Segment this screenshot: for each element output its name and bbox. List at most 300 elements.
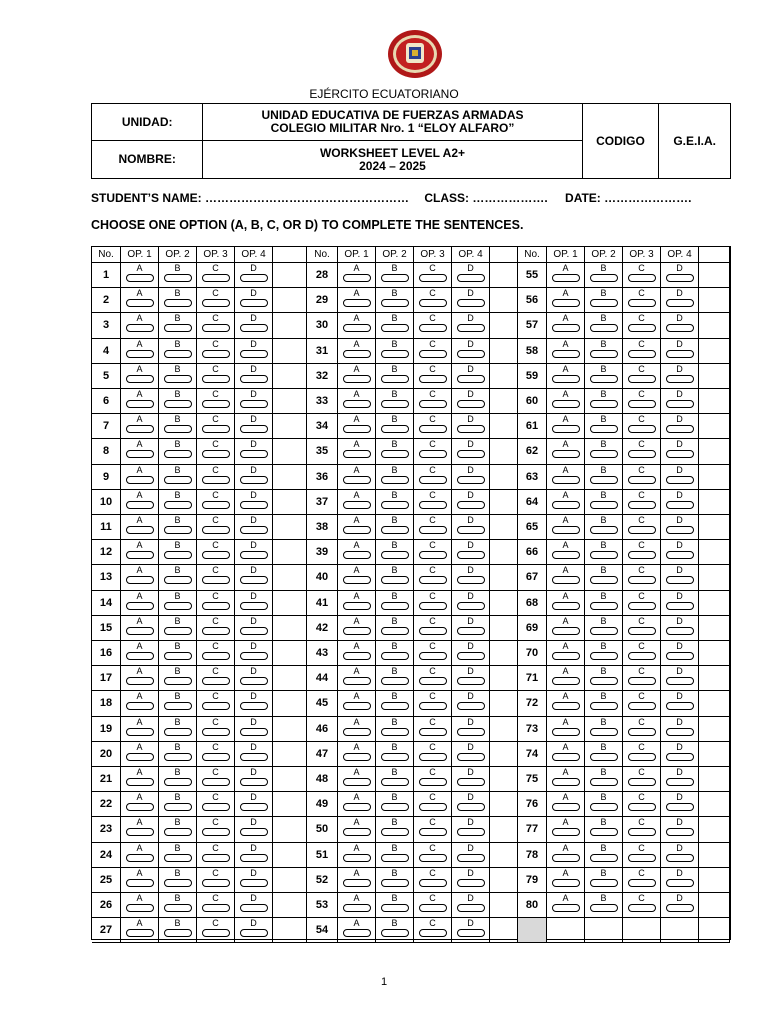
answer-option-cell[interactable] [159,313,197,338]
answer-option-cell[interactable] [414,540,452,565]
answer-bubble[interactable] [126,702,154,710]
answer-bubble[interactable] [590,400,618,408]
answer-option-cell[interactable] [585,717,623,742]
answer-option-cell[interactable] [585,465,623,490]
answer-option-cell[interactable] [235,666,273,691]
answer-bubble[interactable] [343,501,371,509]
answer-bubble[interactable] [202,627,230,635]
answer-bubble[interactable] [202,753,230,761]
answer-option-cell[interactable] [414,515,452,540]
answer-bubble[interactable] [666,299,694,307]
answer-bubble[interactable] [164,652,192,660]
answer-bubble[interactable] [552,879,580,887]
answer-bubble[interactable] [666,753,694,761]
answer-bubble[interactable] [590,375,618,383]
answer-bubble[interactable] [628,904,656,912]
answer-option-cell[interactable] [623,843,661,868]
answer-option-cell[interactable] [121,918,159,943]
answer-option-cell[interactable] [585,868,623,893]
answer-bubble[interactable] [590,854,618,862]
answer-option-cell[interactable] [338,565,376,590]
answer-bubble[interactable] [457,400,485,408]
answer-bubble[interactable] [202,501,230,509]
answer-option-cell[interactable] [338,439,376,464]
answer-option-cell[interactable] [338,843,376,868]
answer-option-cell[interactable] [197,641,235,666]
answer-option-cell[interactable] [338,540,376,565]
answer-option-cell[interactable] [585,263,623,288]
answer-bubble[interactable] [126,652,154,660]
answer-bubble[interactable] [381,476,409,484]
answer-bubble[interactable] [590,551,618,559]
answer-option-cell[interactable] [197,843,235,868]
answer-option-cell[interactable] [376,515,414,540]
answer-option-cell[interactable] [452,717,490,742]
answer-option-cell[interactable] [547,313,585,338]
answer-bubble[interactable] [381,274,409,282]
answer-option-cell[interactable] [623,616,661,641]
answer-option-cell[interactable] [414,616,452,641]
answer-bubble[interactable] [552,350,580,358]
answer-option-cell[interactable] [585,843,623,868]
answer-option-cell[interactable] [197,364,235,389]
answer-bubble[interactable] [240,677,268,685]
answer-bubble[interactable] [628,425,656,433]
answer-option-cell[interactable] [235,263,273,288]
answer-option-cell[interactable] [338,893,376,918]
answer-option-cell[interactable] [414,767,452,792]
answer-option-cell[interactable] [623,414,661,439]
answer-bubble[interactable] [590,450,618,458]
answer-bubble[interactable] [419,476,447,484]
answer-bubble[interactable] [164,526,192,534]
answer-bubble[interactable] [202,476,230,484]
answer-bubble[interactable] [381,299,409,307]
answer-option-cell[interactable] [547,414,585,439]
answer-option-cell[interactable] [121,490,159,515]
answer-bubble[interactable] [552,677,580,685]
answer-bubble[interactable] [343,350,371,358]
answer-option-cell[interactable] [376,414,414,439]
answer-bubble[interactable] [202,375,230,383]
answer-option-cell[interactable] [661,288,699,313]
answer-option-cell[interactable] [159,843,197,868]
answer-bubble[interactable] [590,728,618,736]
answer-option-cell[interactable] [623,817,661,842]
answer-option-cell[interactable] [159,389,197,414]
answer-bubble[interactable] [126,375,154,383]
answer-option-cell[interactable] [414,389,452,414]
answer-bubble[interactable] [126,627,154,635]
answer-bubble[interactable] [381,450,409,458]
answer-option-cell[interactable] [661,691,699,716]
answer-bubble[interactable] [202,728,230,736]
answer-bubble[interactable] [343,854,371,862]
answer-bubble[interactable] [590,702,618,710]
answer-bubble[interactable] [552,299,580,307]
answer-bubble[interactable] [164,929,192,937]
answer-bubble[interactable] [628,501,656,509]
answer-bubble[interactable] [552,450,580,458]
answer-option-cell[interactable] [661,817,699,842]
answer-bubble[interactable] [240,753,268,761]
answer-bubble[interactable] [628,274,656,282]
answer-bubble[interactable] [457,350,485,358]
answer-bubble[interactable] [343,274,371,282]
answer-bubble[interactable] [457,677,485,685]
answer-bubble[interactable] [343,551,371,559]
answer-bubble[interactable] [457,425,485,433]
answer-option-cell[interactable] [414,263,452,288]
answer-option-cell[interactable] [338,868,376,893]
answer-bubble[interactable] [552,828,580,836]
answer-option-cell[interactable] [197,742,235,767]
answer-bubble[interactable] [126,854,154,862]
answer-bubble[interactable] [381,728,409,736]
answer-option-cell[interactable] [414,717,452,742]
answer-bubble[interactable] [381,854,409,862]
answer-option-cell[interactable] [547,717,585,742]
answer-bubble[interactable] [202,778,230,786]
answer-option-cell[interactable] [623,691,661,716]
answer-option-cell[interactable] [121,843,159,868]
answer-bubble[interactable] [343,828,371,836]
answer-bubble[interactable] [552,854,580,862]
answer-bubble[interactable] [164,702,192,710]
answer-option-cell[interactable] [623,465,661,490]
answer-bubble[interactable] [590,476,618,484]
answer-option-cell[interactable] [121,288,159,313]
answer-bubble[interactable] [381,828,409,836]
answer-bubble[interactable] [202,551,230,559]
answer-bubble[interactable] [240,375,268,383]
answer-bubble[interactable] [628,728,656,736]
answer-bubble[interactable] [126,501,154,509]
answer-bubble[interactable] [381,778,409,786]
answer-bubble[interactable] [666,602,694,610]
answer-bubble[interactable] [419,778,447,786]
answer-bubble[interactable] [419,450,447,458]
answer-bubble[interactable] [666,652,694,660]
answer-option-cell[interactable] [547,767,585,792]
answer-option-cell[interactable] [661,893,699,918]
answer-option-cell[interactable] [159,490,197,515]
answer-option-cell[interactable] [338,313,376,338]
answer-option-cell[interactable] [376,893,414,918]
answer-bubble[interactable] [381,425,409,433]
answer-option-cell[interactable] [414,843,452,868]
answer-bubble[interactable] [240,879,268,887]
answer-option-cell[interactable] [585,691,623,716]
answer-bubble[interactable] [240,803,268,811]
answer-option-cell[interactable] [159,465,197,490]
answer-bubble[interactable] [457,803,485,811]
answer-option-cell[interactable] [661,263,699,288]
answer-bubble[interactable] [590,299,618,307]
answer-bubble[interactable] [457,450,485,458]
answer-bubble[interactable] [457,627,485,635]
answer-bubble[interactable] [126,551,154,559]
answer-bubble[interactable] [240,425,268,433]
answer-bubble[interactable] [126,602,154,610]
answer-option-cell[interactable] [235,817,273,842]
answer-option-cell[interactable] [452,389,490,414]
answer-option-cell[interactable] [661,666,699,691]
answer-bubble[interactable] [240,828,268,836]
answer-bubble[interactable] [126,299,154,307]
answer-option-cell[interactable] [376,641,414,666]
answer-bubble[interactable] [457,501,485,509]
answer-option-cell[interactable] [159,918,197,943]
answer-option-cell[interactable] [452,691,490,716]
answer-bubble[interactable] [343,627,371,635]
answer-option-cell[interactable] [585,817,623,842]
answer-option-cell[interactable] [452,515,490,540]
answer-option-cell[interactable] [159,616,197,641]
answer-option-cell[interactable] [661,313,699,338]
answer-bubble[interactable] [202,677,230,685]
answer-option-cell[interactable] [121,742,159,767]
answer-bubble[interactable] [552,501,580,509]
answer-bubble[interactable] [419,425,447,433]
answer-bubble[interactable] [628,526,656,534]
answer-bubble[interactable] [164,753,192,761]
answer-bubble[interactable] [552,728,580,736]
answer-option-cell[interactable] [121,364,159,389]
answer-bubble[interactable] [202,425,230,433]
answer-option-cell[interactable] [452,893,490,918]
answer-bubble[interactable] [202,904,230,912]
answer-bubble[interactable] [343,400,371,408]
answer-bubble[interactable] [552,904,580,912]
answer-option-cell[interactable] [121,792,159,817]
answer-option-cell[interactable] [661,792,699,817]
answer-option-cell[interactable] [121,691,159,716]
answer-option-cell[interactable] [121,414,159,439]
answer-option-cell[interactable] [159,414,197,439]
answer-bubble[interactable] [126,526,154,534]
answer-option-cell[interactable] [661,767,699,792]
answer-bubble[interactable] [202,929,230,937]
answer-option-cell[interactable] [121,717,159,742]
answer-bubble[interactable] [343,753,371,761]
answer-option-cell[interactable] [623,767,661,792]
answer-option-cell[interactable] [661,339,699,364]
answer-option-cell[interactable] [235,565,273,590]
answer-option-cell[interactable] [197,893,235,918]
answer-option-cell[interactable] [338,616,376,641]
answer-option-cell[interactable] [121,339,159,364]
answer-bubble[interactable] [628,627,656,635]
answer-bubble[interactable] [457,652,485,660]
answer-bubble[interactable] [590,652,618,660]
answer-option-cell[interactable] [376,288,414,313]
answer-bubble[interactable] [419,602,447,610]
answer-bubble[interactable] [457,576,485,584]
answer-option-cell[interactable] [661,465,699,490]
answer-bubble[interactable] [240,501,268,509]
answer-bubble[interactable] [202,652,230,660]
answer-option-cell[interactable] [547,666,585,691]
answer-option-cell[interactable] [197,540,235,565]
class-field[interactable]: CLASS: ………………. [424,191,548,205]
answer-option-cell[interactable] [547,616,585,641]
answer-option-cell[interactable] [338,364,376,389]
answer-bubble[interactable] [343,602,371,610]
answer-option-cell[interactable] [121,565,159,590]
answer-option-cell[interactable] [338,641,376,666]
answer-option-cell[interactable] [376,389,414,414]
answer-bubble[interactable] [126,400,154,408]
answer-bubble[interactable] [164,602,192,610]
answer-bubble[interactable] [240,450,268,458]
answer-option-cell[interactable] [414,591,452,616]
answer-bubble[interactable] [666,854,694,862]
answer-option-cell[interactable] [197,817,235,842]
answer-option-cell[interactable] [197,339,235,364]
answer-bubble[interactable] [202,576,230,584]
answer-option-cell[interactable] [235,691,273,716]
answer-bubble[interactable] [628,652,656,660]
answer-option-cell[interactable] [197,490,235,515]
answer-bubble[interactable] [628,778,656,786]
answer-option-cell[interactable] [376,364,414,389]
answer-option-cell[interactable] [452,792,490,817]
answer-bubble[interactable] [552,274,580,282]
answer-option-cell[interactable] [661,439,699,464]
answer-bubble[interactable] [240,728,268,736]
answer-bubble[interactable] [126,728,154,736]
answer-bubble[interactable] [457,879,485,887]
answer-bubble[interactable] [240,778,268,786]
answer-bubble[interactable] [666,501,694,509]
answer-bubble[interactable] [666,803,694,811]
answer-bubble[interactable] [590,576,618,584]
answer-bubble[interactable] [590,324,618,332]
answer-bubble[interactable] [381,627,409,635]
answer-option-cell[interactable] [547,490,585,515]
answer-option-cell[interactable] [376,792,414,817]
answer-option-cell[interactable] [547,843,585,868]
answer-option-cell[interactable] [235,339,273,364]
answer-bubble[interactable] [126,677,154,685]
answer-option-cell[interactable] [197,439,235,464]
answer-option-cell[interactable] [197,868,235,893]
answer-option-cell[interactable] [414,792,452,817]
answer-bubble[interactable] [590,879,618,887]
answer-option-cell[interactable] [623,792,661,817]
answer-bubble[interactable] [381,929,409,937]
answer-option-cell[interactable] [338,666,376,691]
answer-option-cell[interactable] [159,817,197,842]
answer-option-cell[interactable] [623,565,661,590]
answer-option-cell[interactable] [376,565,414,590]
answer-option-cell[interactable] [121,817,159,842]
answer-option-cell[interactable] [235,540,273,565]
answer-option-cell[interactable] [376,691,414,716]
answer-option-cell[interactable] [376,591,414,616]
answer-option-cell[interactable] [121,515,159,540]
answer-option-cell[interactable] [585,540,623,565]
answer-bubble[interactable] [419,879,447,887]
answer-option-cell[interactable] [623,288,661,313]
answer-bubble[interactable] [126,904,154,912]
answer-option-cell[interactable] [338,918,376,943]
answer-bubble[interactable] [628,476,656,484]
answer-bubble[interactable] [240,904,268,912]
answer-bubble[interactable] [457,551,485,559]
answer-option-cell[interactable] [414,893,452,918]
answer-option-cell[interactable] [338,288,376,313]
answer-bubble[interactable] [666,702,694,710]
answer-option-cell[interactable] [121,389,159,414]
answer-option-cell[interactable] [235,414,273,439]
answer-bubble[interactable] [343,526,371,534]
answer-option-cell[interactable] [235,313,273,338]
answer-bubble[interactable] [457,753,485,761]
answer-option-cell[interactable] [338,767,376,792]
answer-bubble[interactable] [202,274,230,282]
answer-option-cell[interactable] [623,515,661,540]
answer-option-cell[interactable] [376,918,414,943]
answer-bubble[interactable] [552,702,580,710]
answer-option-cell[interactable] [197,666,235,691]
answer-bubble[interactable] [126,929,154,937]
answer-bubble[interactable] [240,551,268,559]
answer-option-cell[interactable] [414,439,452,464]
answer-option-cell[interactable] [452,918,490,943]
answer-option-cell[interactable] [452,414,490,439]
answer-option-cell[interactable] [585,339,623,364]
answer-option-cell[interactable] [547,439,585,464]
answer-option-cell[interactable] [623,313,661,338]
answer-option-cell[interactable] [197,792,235,817]
answer-bubble[interactable] [666,400,694,408]
answer-bubble[interactable] [457,702,485,710]
answer-bubble[interactable] [381,803,409,811]
answer-bubble[interactable] [202,400,230,408]
answer-option-cell[interactable] [414,918,452,943]
answer-bubble[interactable] [628,324,656,332]
answer-option-cell[interactable] [159,515,197,540]
answer-bubble[interactable] [628,753,656,761]
answer-option-cell[interactable] [338,515,376,540]
answer-option-cell[interactable] [159,263,197,288]
answer-option-cell[interactable] [159,767,197,792]
answer-bubble[interactable] [343,677,371,685]
answer-bubble[interactable] [126,425,154,433]
student-name-field[interactable]: STUDENT’S NAME: …………………………………………… [91,191,409,205]
answer-bubble[interactable] [419,375,447,383]
answer-bubble[interactable] [126,350,154,358]
answer-bubble[interactable] [126,828,154,836]
answer-bubble[interactable] [240,299,268,307]
answer-bubble[interactable] [628,602,656,610]
answer-option-cell[interactable] [414,465,452,490]
answer-bubble[interactable] [343,728,371,736]
answer-bubble[interactable] [552,324,580,332]
answer-bubble[interactable] [164,501,192,509]
answer-bubble[interactable] [590,350,618,358]
answer-bubble[interactable] [126,879,154,887]
answer-option-cell[interactable] [623,868,661,893]
answer-bubble[interactable] [164,778,192,786]
answer-bubble[interactable] [628,350,656,358]
answer-option-cell[interactable] [159,868,197,893]
answer-bubble[interactable] [240,324,268,332]
answer-option-cell[interactable] [376,313,414,338]
answer-option-cell[interactable] [197,515,235,540]
